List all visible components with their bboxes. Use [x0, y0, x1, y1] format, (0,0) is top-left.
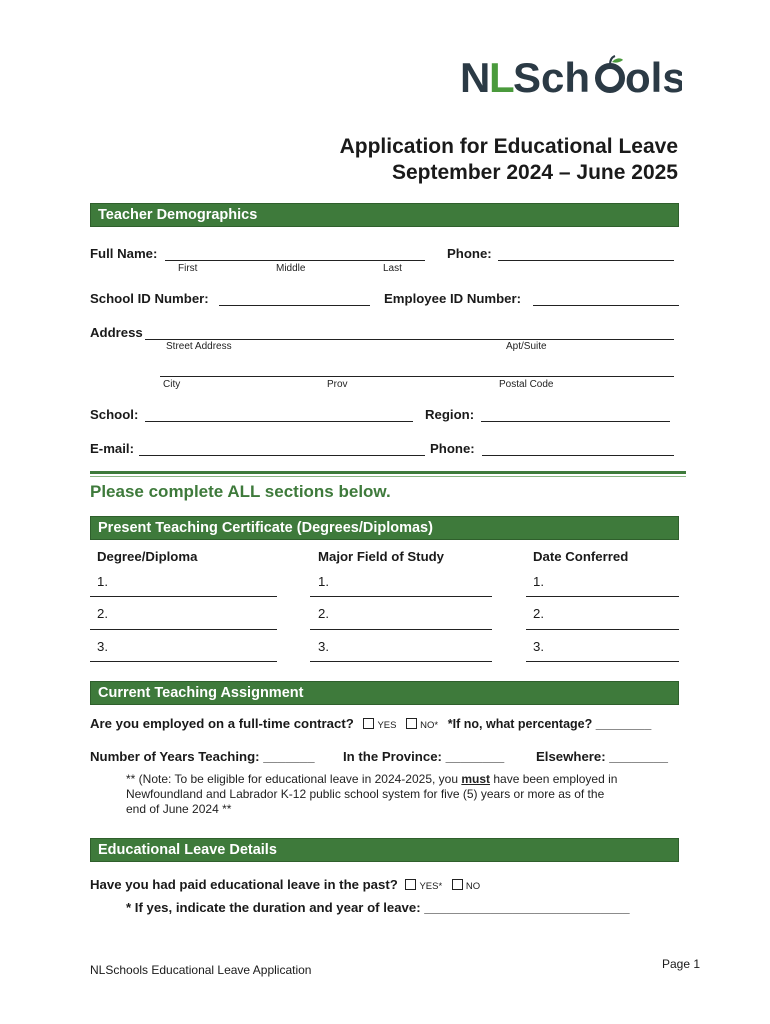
major-column-header: Major Field of Study	[318, 549, 445, 564]
middle-name-caption: Middle	[276, 263, 306, 274]
eligibility-note-must: must	[461, 772, 491, 786]
nlschools-logo-graphic	[460, 54, 682, 98]
date-column-header: Date Conferred	[533, 549, 629, 564]
region-label: Region:	[425, 407, 475, 422]
date-row-1-field[interactable]	[526, 596, 679, 597]
date-row-3-number: 3.	[533, 639, 544, 654]
paid-leave-yes-label: YES*	[419, 881, 443, 892]
major-row-3-number: 3.	[318, 639, 329, 654]
date-row-2-number: 2.	[533, 606, 544, 621]
fulltime-no-checkbox[interactable]	[406, 718, 417, 729]
city-prov-postal-field[interactable]	[160, 376, 674, 377]
major-row-2-field[interactable]	[310, 629, 492, 630]
in-province-label: In the Province: ________	[343, 749, 505, 764]
major-row-1-field[interactable]	[310, 596, 492, 597]
last-name-caption: Last	[383, 263, 402, 274]
section-divider-thin	[90, 476, 686, 477]
form-title-line2: September 2024 – June 2025	[391, 161, 678, 184]
major-row-3-field[interactable]	[310, 661, 492, 662]
date-row-3-field[interactable]	[526, 661, 679, 662]
street-address-field[interactable]	[145, 339, 674, 340]
logo-ols: ols	[625, 54, 682, 98]
employee-id-field[interactable]	[533, 305, 679, 306]
eligibility-note-prefix: ** (Note: To be eligible for educational leave in 2024-2025, you	[126, 772, 462, 786]
footer-page-number: Page 1	[662, 957, 701, 971]
instruction-heading: Please complete ALL sections below.	[90, 482, 391, 501]
major-row-2-number: 2.	[318, 606, 329, 621]
degree-row-3-number: 3.	[97, 639, 108, 654]
fulltime-no-label: NO*	[420, 720, 439, 731]
section-header-leave: Educational Leave Details	[90, 838, 679, 862]
school-label: School:	[90, 407, 139, 422]
first-name-caption: First	[178, 263, 198, 274]
city-caption: City	[163, 379, 181, 390]
degree-row-3-field[interactable]	[90, 661, 277, 662]
fulltime-contract-row	[90, 716, 651, 731]
phone2-label: Phone:	[430, 441, 475, 456]
section-divider	[90, 471, 686, 474]
degree-row-1-number: 1.	[97, 574, 108, 589]
postal-code-caption: Postal Code	[499, 379, 554, 390]
apt-suite-caption: Apt/Suite	[506, 341, 547, 352]
leave-duration-prompt: * If yes, indicate the duration and year of leave: ____________________________	[126, 900, 630, 915]
logo-sch: Sch	[513, 54, 591, 98]
degree-row-2-number: 2.	[97, 606, 108, 621]
logo-n: N	[460, 54, 491, 98]
phone-field[interactable]	[498, 260, 674, 261]
date-row-2-field[interactable]	[526, 629, 679, 630]
school-field[interactable]	[145, 421, 413, 422]
section-header-certificate: Present Teaching Certificate (Degrees/Diplomas)	[90, 516, 679, 540]
paid-leave-no-checkbox[interactable]	[452, 879, 463, 890]
percentage-prompt: *If no, what percentage? ________	[447, 717, 652, 731]
fulltime-yes-checkbox[interactable]	[363, 718, 374, 729]
fulltime-question: Are you employed on a full-time contract?	[90, 716, 354, 731]
degree-row-2-field[interactable]	[90, 629, 277, 630]
paid-leave-row	[90, 877, 480, 892]
street-address-caption: Street Address	[166, 341, 232, 352]
section-header-assignment: Current Teaching Assignment	[90, 681, 679, 705]
section-header-demographics: Teacher Demographics	[90, 203, 679, 227]
leaf-icon	[612, 58, 623, 62]
region-field[interactable]	[481, 421, 670, 422]
apple-icon	[598, 66, 622, 90]
full-name-field[interactable]	[165, 260, 425, 261]
major-row-1-number: 1.	[318, 574, 329, 589]
date-row-1-number: 1.	[533, 574, 544, 589]
elsewhere-label: Elsewhere: ________	[536, 749, 668, 764]
school-id-field[interactable]	[219, 305, 370, 306]
phone2-field[interactable]	[482, 455, 674, 456]
school-id-label: School ID Number:	[90, 291, 209, 306]
paid-leave-question: Have you had paid educational leave in the past?	[90, 877, 398, 892]
footer-document-name: NLSchools Educational Leave Application	[90, 963, 312, 977]
years-teaching-label: Number of Years Teaching: _______	[90, 749, 315, 764]
degree-column-header: Degree/Diploma	[97, 549, 198, 564]
prov-caption: Prov	[327, 379, 348, 390]
address-label: Address	[90, 325, 143, 340]
full-name-label: Full Name:	[90, 246, 158, 261]
nlschools-logo	[460, 54, 682, 98]
phone-label: Phone:	[447, 246, 492, 261]
form-title-line1: Application for Educational Leave	[339, 135, 678, 158]
eligibility-note-suffix: have been employed in Newfoundland and Labrador K-12 public school system for five (5) years or more as of the end of June 2024 **	[126, 772, 618, 816]
email-field[interactable]	[139, 455, 425, 456]
email-label: E-mail:	[90, 441, 134, 456]
eligibility-note	[126, 772, 626, 817]
logo-l: L	[489, 54, 515, 98]
employee-id-label: Employee ID Number:	[384, 291, 522, 306]
paid-leave-yes-checkbox[interactable]	[405, 879, 416, 890]
paid-leave-no-label: NO	[465, 881, 481, 892]
degree-row-1-field[interactable]	[90, 596, 277, 597]
fulltime-yes-label: YES	[377, 720, 397, 731]
